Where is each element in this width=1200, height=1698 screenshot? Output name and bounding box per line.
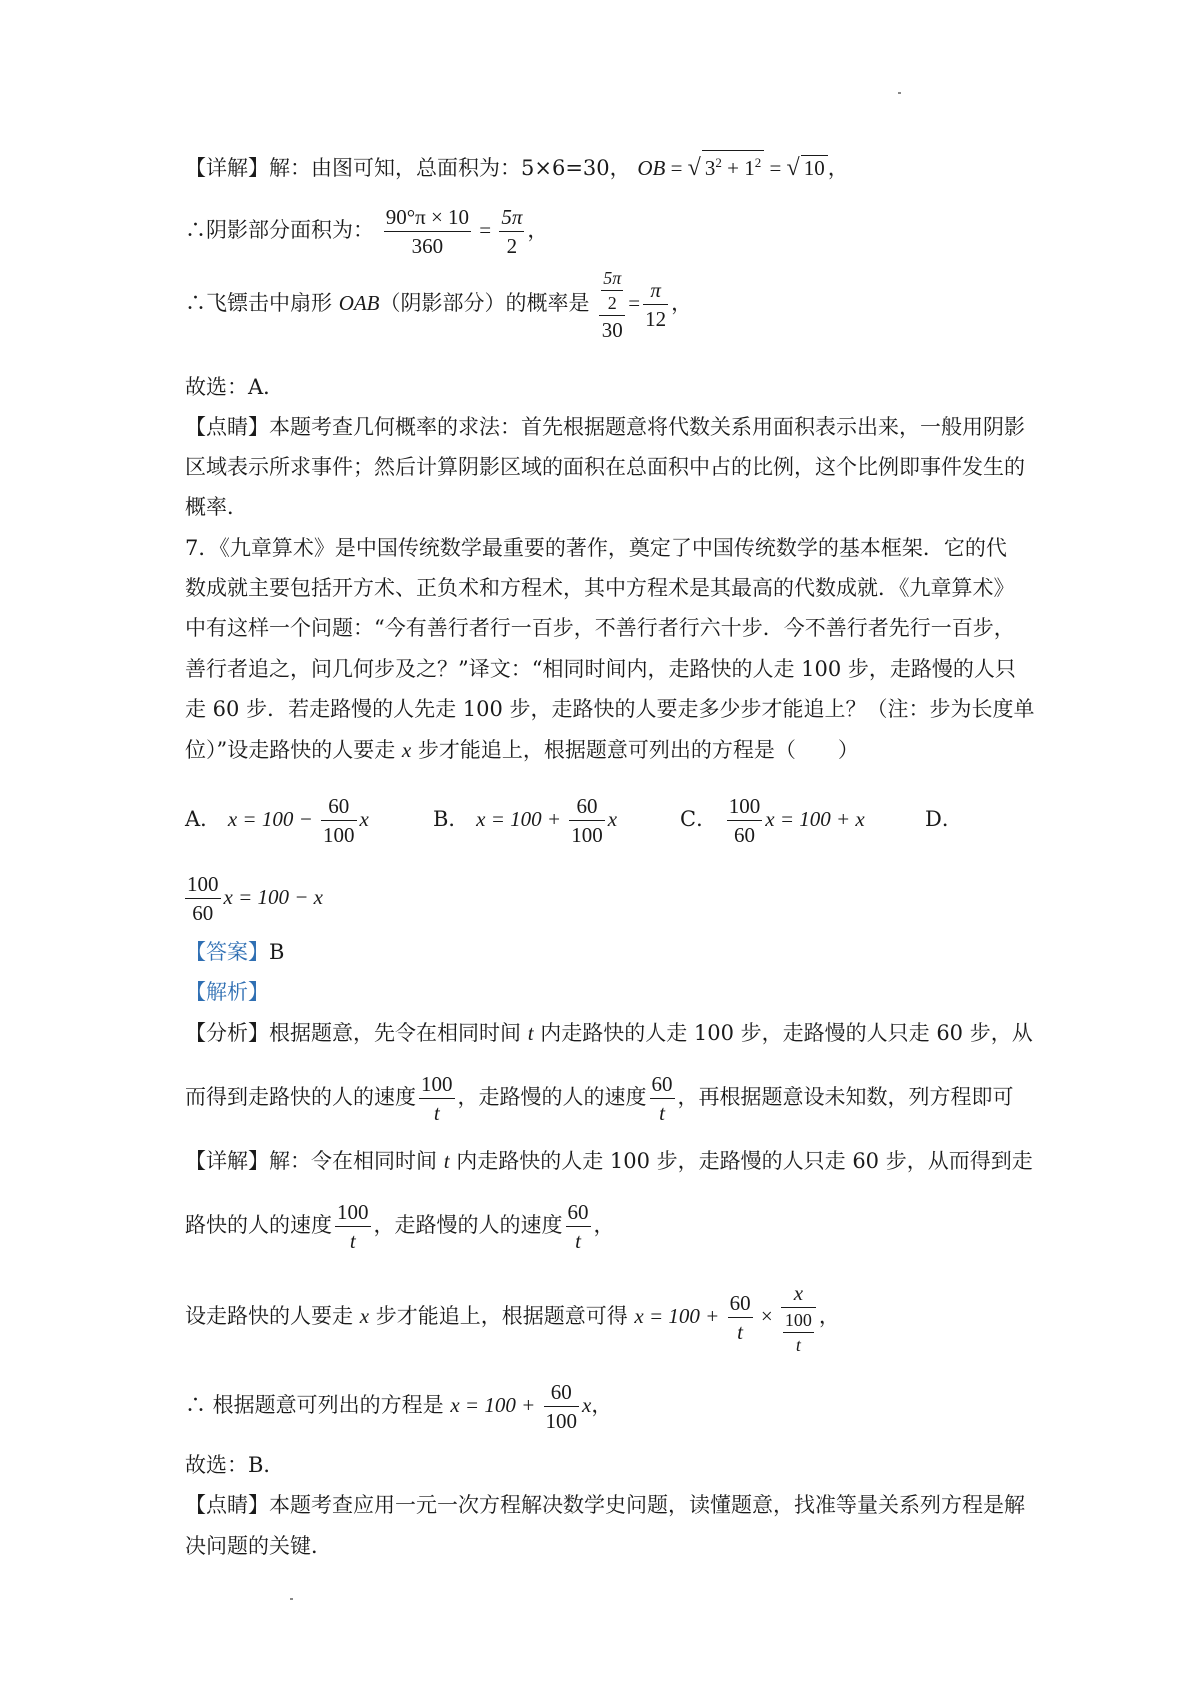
detail-line-1 xyxy=(185,150,849,183)
option-a-fraction: $\frac{60}{100}$ xyxy=(323,794,355,847)
question-7-line-4: 善行者追之，问几何步及之？”译文：“相同时间内，走路快的人走 100 步，走路慢的人只 xyxy=(185,657,1016,681)
final-fraction: $\frac{60}{100}$ xyxy=(545,1380,578,1433)
question-7-line-2: 数成就主要包括开方术、正负术和方程术，其中方程术是其最高的代数成就．《九章算术》 xyxy=(185,576,1015,600)
answer-value: B xyxy=(269,940,285,964)
shaded-area-text: ∴阴影部分面积为： xyxy=(185,218,374,242)
punctuation: ， xyxy=(527,218,549,242)
option-c: C． $\frac{100}{60}$ x = 100 + x xyxy=(680,794,865,847)
option-d-fraction: $\frac{100}{60}$ xyxy=(187,872,219,925)
equals-sign: = xyxy=(665,156,688,180)
option-a-label: A． xyxy=(185,807,222,831)
speed-slow-fraction: $\frac{60}{t}$ xyxy=(651,1072,673,1125)
question-7-line-6: 位）”设走路快的人要走 x 步才能追上，根据题意可列出的方程是（ ） xyxy=(185,738,859,762)
option-c-label: C． xyxy=(680,807,718,831)
comment2-line-2: 决问题的关键． xyxy=(185,1534,332,1558)
question-7-line-3: 中有这样一个问题：“今有善行者行一百步，不善行者行六十步．今不善行者先行一百步， xyxy=(185,616,1015,640)
option-d xyxy=(925,786,963,852)
analysis-line-2: 而得到走路快的人的速度 $\frac{100}{t}$ ，走路慢的人的速度 $\frac{60}{t}$ ，再根据题意设未知数，列方程即可 xyxy=(185,1072,1014,1125)
speed-slow-fraction-2: $\frac{60}{t}$ xyxy=(567,1200,589,1253)
compound-fraction-x-100-t: $\frac{x}{\frac{100}{t}}$ xyxy=(781,1279,816,1357)
fraction-result: $\frac{5\pi}{2}$ xyxy=(501,205,523,258)
option-b-fraction: $\frac{60}{100}$ xyxy=(571,794,603,847)
detail2-line-1: 【详解】解：令在相同时间 t 内走路快的人走 100 步，走路慢的人只走 60 步，从而得到走 xyxy=(185,1149,1033,1173)
detail-text: 【详解】解：由图可知，总面积为：5×6=30， xyxy=(185,156,631,180)
comment2-line-1: 【点睛】本题考查应用一元一次方程解决数学史问题，读懂题意，找准等量关系列方程是解 xyxy=(185,1493,1025,1517)
probability-text: ∴飞镖击中扇形 xyxy=(185,291,339,315)
question-7-line-1: 7．《九章算术》是中国传统数学最重要的著作，奠定了中国传统数学的基本框架．它的代 xyxy=(185,536,1007,560)
sqrt-icon: √ xyxy=(786,155,800,181)
answer-tag: 【答案】 xyxy=(185,940,269,964)
fraction-pi-12: $\frac{\pi}{12}$ xyxy=(645,278,667,331)
answer-line xyxy=(185,937,284,967)
oab-label: OAB xyxy=(338,291,380,315)
comment-line-1: 【点睛】本题考查几何概率的求法：首先根据题意将代数关系用面积表示出来，一般用阴影 xyxy=(185,415,1025,439)
fraction-60-t: $\frac{60}{t}$ xyxy=(729,1291,751,1344)
compound-fraction: $\frac{\frac{5\pi}{2}}{30}$ xyxy=(599,266,625,344)
comment-line-3: 概率． xyxy=(185,495,248,519)
question-7-line-5: 走 60 步．若走路慢的人先走 100 步，走路快的人要走多少步才能追上？（注：步为长度单 xyxy=(185,697,1035,721)
analysis-line-1: 【分析】根据题意，先令在相同时间 t 内走路快的人走 100 步，走路慢的人只走 60 步，从 xyxy=(185,1021,1033,1045)
detail2-line-2: 路快的人的速度 $\frac{100}{t}$ ，走路慢的人的速度 $\frac{60}{t}$ ， xyxy=(185,1200,615,1253)
option-d-expression: $\frac{100}{60}$ x = 100 − x xyxy=(187,872,323,925)
punctuation: ， xyxy=(671,291,693,315)
sqrt-ten: 10 xyxy=(801,155,828,180)
equals-sign: = xyxy=(764,156,787,180)
punctuation: ， xyxy=(827,156,849,180)
equals-sign: = xyxy=(474,218,497,242)
equals-sign: = xyxy=(628,291,641,315)
speed-fast-fraction-2: $\frac{100}{t}$ xyxy=(337,1200,369,1253)
analysis-tag: 【解析】 xyxy=(185,980,269,1004)
ob-label: OB xyxy=(637,156,666,180)
detail2-line-3: 设走路快的人要走 x 步才能追上，根据题意可得 x = 100 + $\frac{60}{t}$ × $\frac{x}{\frac{100}{t}}$ ， xyxy=(185,1280,840,1355)
option-c-fraction: $\frac{100}{60}$ xyxy=(728,794,761,847)
probability-text-2: （阴影部分）的概率是 xyxy=(379,291,590,315)
sqrt-expression: $3^2 + 1^2$ xyxy=(702,150,764,180)
option-a: A． x = 100 − $\frac{60}{100}$ x xyxy=(185,794,369,847)
probability-line xyxy=(185,262,692,344)
speed-fast-fraction: $\frac{100}{t}$ xyxy=(421,1072,453,1125)
option-b: B． x = 100 + $\frac{60}{100}$ x xyxy=(433,794,618,847)
shaded-area-line xyxy=(185,200,548,260)
detail2-line-4: ∴ 根据题意可列出的方程是 x = 100 + $\frac{60}{100}$ x， xyxy=(185,1380,613,1433)
option-d-label: D． xyxy=(925,807,963,831)
scan-speck xyxy=(290,1598,293,1600)
comment-line-2: 区域表示所求事件；然后计算阴影区域的面积在总面积中占的比例，这个比例即事件发生的 xyxy=(185,455,1025,479)
scan-speck xyxy=(898,92,901,94)
sqrt-icon: √ xyxy=(687,155,701,181)
choose-b-line: 故选：B． xyxy=(185,1453,285,1477)
option-b-label: B． xyxy=(433,807,470,831)
choose-a-line: 故选：A． xyxy=(185,375,285,399)
fraction-shaded-area: $\frac{90^\circ\pi \times 10}{360}$ xyxy=(385,205,470,258)
